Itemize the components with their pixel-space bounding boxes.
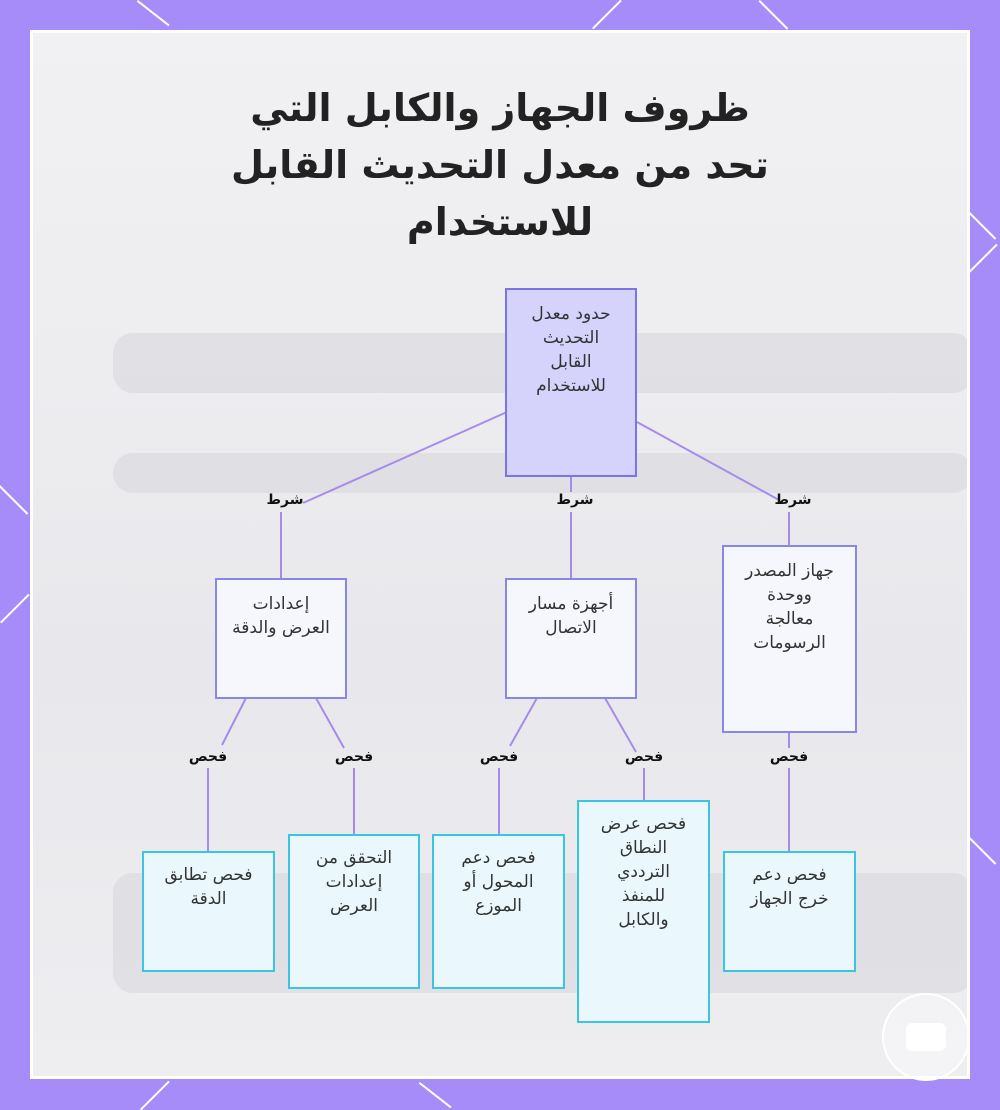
branch-node-connection-path bbox=[505, 578, 637, 699]
connector-root-branch-1 bbox=[303, 412, 507, 503]
branch-node-label: إعدادات العرض والدقة bbox=[232, 594, 330, 638]
connector-branch-2-check-2 bbox=[605, 698, 636, 752]
leaf-node-device-output bbox=[723, 851, 856, 972]
connector-root-branch-3 bbox=[637, 422, 779, 500]
leaf-node-port-cable-bandwidth bbox=[577, 800, 710, 1023]
branch-node-label: جهاز المصدر ووحدة معالجة الرسومات bbox=[745, 561, 834, 653]
root-node bbox=[505, 288, 637, 477]
edge-label-check: فحص bbox=[624, 749, 664, 765]
chat-badge-icon bbox=[882, 993, 970, 1081]
leaf-node-adapter-hub bbox=[432, 834, 565, 989]
edge-label-check: فحص bbox=[479, 749, 519, 765]
edge-label-condition: شرط bbox=[556, 492, 594, 508]
branch-node-display-settings bbox=[215, 578, 347, 699]
connector-branch-1-check-1 bbox=[222, 698, 246, 745]
edge-label-check: فحص bbox=[769, 749, 809, 765]
leaf-node-label: فحص تطابق الدقة bbox=[164, 865, 253, 909]
leaf-node-label: فحص دعم المحول أو الموزع bbox=[461, 848, 536, 916]
edge-label-check: فحص bbox=[188, 749, 228, 765]
leaf-node-resolution-match bbox=[142, 851, 275, 972]
branch-node-source-gpu bbox=[722, 545, 857, 733]
connector-branch-2-check-1 bbox=[510, 698, 537, 746]
edge-label-condition: شرط bbox=[266, 492, 304, 508]
diagram-title: ظروف الجهاز والكابل التي تحد من معدل التحديث القابل للاستخدام bbox=[231, 86, 769, 244]
leaf-node-label: فحص دعم خرج الجهاز bbox=[750, 865, 829, 909]
edge-label-check: فحص bbox=[334, 749, 374, 765]
connector-branch-1-check-2 bbox=[316, 698, 344, 748]
branch-node-label: أجهزة مسار الاتصال bbox=[528, 594, 614, 638]
leaf-node-display-settings-verify bbox=[288, 834, 420, 989]
leaf-node-label: التحقق من إعدادات العرض bbox=[315, 848, 393, 916]
edge-label-condition: شرط bbox=[774, 492, 812, 508]
root-node-label: حدود معدل التحديث القابل للاستخدام bbox=[531, 304, 611, 396]
leaf-node-label: فحص عرض النطاق الترددي للمنفذ والكابل bbox=[600, 814, 687, 930]
